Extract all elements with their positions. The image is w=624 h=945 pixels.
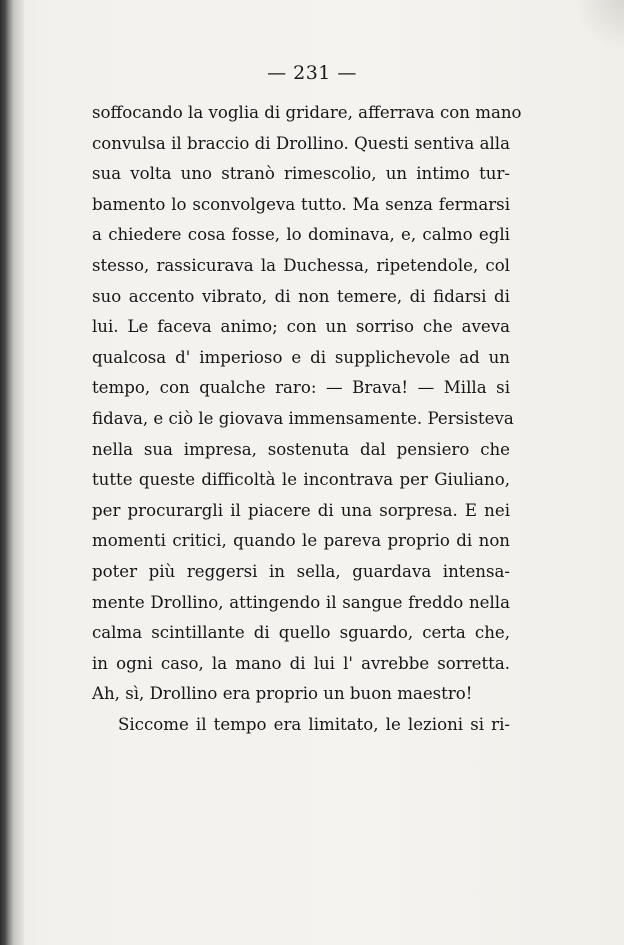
text-line: fidava, e ciò le giovava immensamente. Persisteva: [92, 408, 514, 428]
page-corner-shade: [574, 0, 624, 50]
text-line: suo accento vibrato, di non temere, di fidarsi di: [92, 286, 510, 306]
text-line: soffocando la voglia di gridare, afferrava con mano: [92, 103, 522, 122]
text-line: qualcosa d' imperioso e di supplichevole ad un: [92, 347, 510, 367]
body-text: [92, 98, 522, 740]
text-line: per procurargli il piacere di una sorpresa. E nei: [92, 500, 510, 520]
text-line: lui. Le faceva animo; con un sorriso che aveva: [92, 317, 510, 337]
paragraph-end-line: Ah, sì, Drollino era proprio un buon maestro!: [92, 684, 473, 704]
text-line: nella sua impresa, sostenuta dal pensiero che: [92, 439, 510, 459]
text-line: bamento lo sconvolgeva tutto. Ma senza fermarsi: [92, 194, 510, 214]
text-line: stesso, rassicurava la Duchessa, ripetendole, col: [92, 255, 510, 275]
text-line: mente Drollino, attingendo il sangue freddo nella: [92, 592, 510, 612]
page-number: — 231 —: [267, 62, 357, 84]
text-line: convulsa il braccio di Drollino. Questi sentiva alla: [92, 133, 510, 153]
text-line: tutte queste difficoltà le incontrava per Giuliano,: [92, 470, 510, 490]
text-line: calma scintillante di quello sguardo, certa che,: [92, 623, 510, 643]
text-line: in ogni caso, la mano di lui l' avrebbe sorretta.: [92, 653, 510, 673]
text-line: tempo, con qualche raro: — Brava! — Milla si: [92, 378, 510, 398]
text-line: sua volta uno stranò rimescolio, un intimo tur-: [92, 164, 510, 184]
text-line: poter più reggersi in sella, guardava intensa-: [92, 561, 510, 581]
text-line: a chiedere cosa fosse, lo dominava, e, calmo egli: [92, 225, 510, 245]
text-line: momenti critici, quando le pareva proprio di non: [92, 531, 510, 551]
paragraph-start-line: Siccome il tempo era limitato, le lezioni si ri-: [118, 714, 510, 734]
book-spine-shadow: [0, 0, 24, 945]
